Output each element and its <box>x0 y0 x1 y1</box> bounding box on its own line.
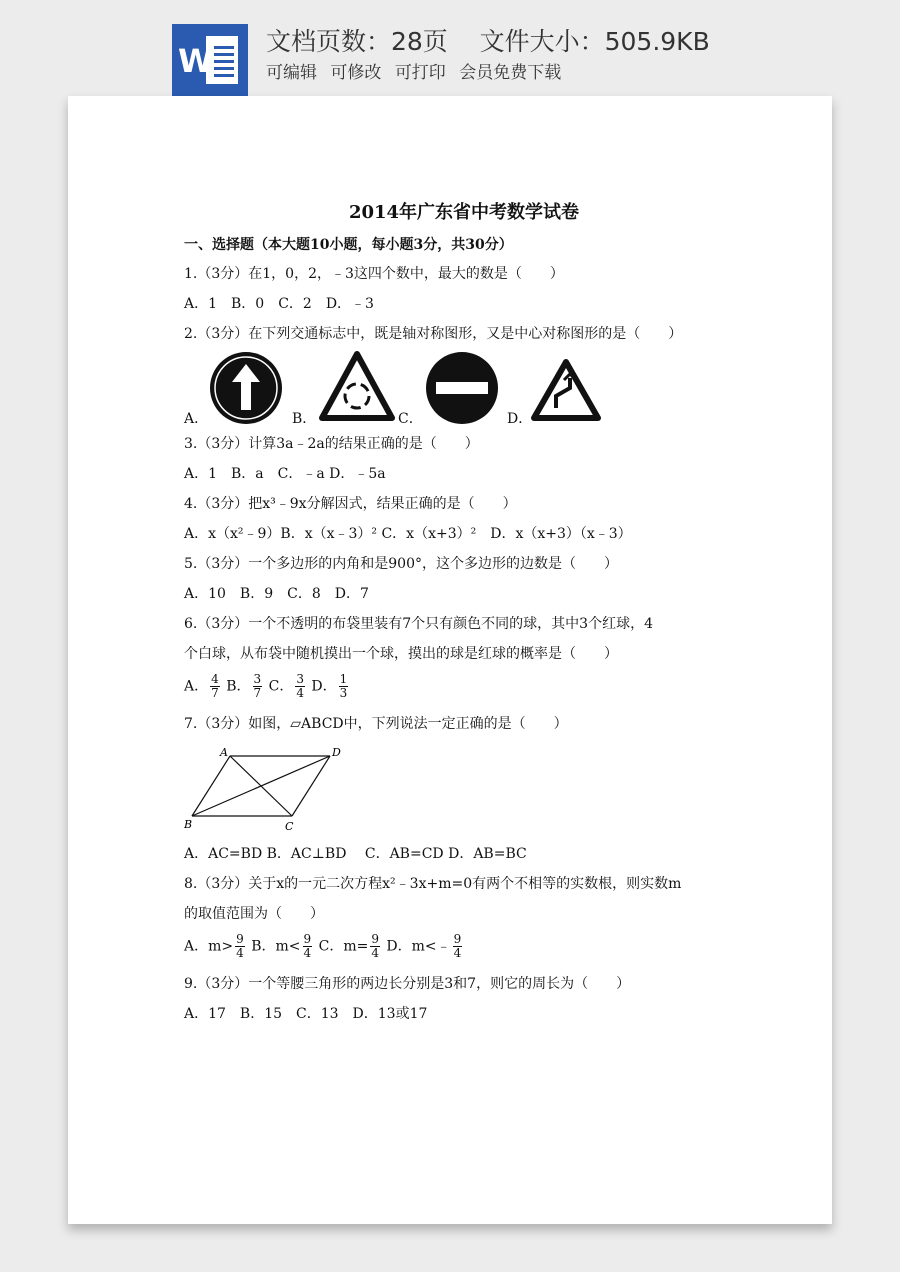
file-size: 文件大小：505.9KB <box>479 27 710 56</box>
section-heading: 一、选择题（本大题10小题，每小题3分，共30分） <box>184 237 513 253</box>
question-1-options: A．1 B．0 C．2 D．﹣3 <box>184 296 374 312</box>
question-3: 3.（3分）计算3a﹣2a的结果正确的是（ ） <box>184 436 479 452</box>
document-page <box>68 96 832 1224</box>
parallelogram-figure <box>184 746 344 832</box>
word-document-icon <box>172 24 248 96</box>
fraction-4-7: $\frac{4}{7}$ <box>211 672 219 700</box>
sign-c-no-entry-icon <box>424 350 500 426</box>
question-6-options: A． $\frac{4}{7}$ B． $\frac{3}{7}$ C． $\frac{3}{4}$ D． $\frac{1}{3}$ <box>184 672 348 700</box>
sign-a-arrow-up-icon <box>208 350 284 426</box>
feature-editable: 可编辑 <box>266 63 317 83</box>
option-d-label: D． <box>507 411 533 427</box>
document-title: 2014年广东省中考数学试卷 <box>348 202 580 223</box>
question-4: 4.（3分）把x³﹣9x分解因式，结果正确的是（ ） <box>184 496 517 512</box>
question-9: 9.（3分）一个等腰三角形的两边长分别是3和7，则它的周长为（ ） <box>184 976 631 992</box>
fraction-3-4: $\frac{3}{4}$ <box>296 672 304 700</box>
option-b-label: B． <box>292 411 317 427</box>
file-info <box>266 22 710 58</box>
fraction-9-4-b: $\frac{9}{4}$ <box>303 932 312 960</box>
feature-modifiable: 可修改 <box>330 63 382 83</box>
word-logo-letter: W <box>178 42 214 80</box>
page-count: 文档页数：28页 <box>266 27 448 56</box>
fraction-9-4-a: $\frac{9}{4}$ <box>236 932 244 960</box>
feature-list <box>266 58 569 83</box>
sign-d-winding-road-icon <box>530 358 602 424</box>
question-6-line-1: 6.（3分）一个不透明的布袋里装有7个只有颜色不同的球，其中3个红球，4 <box>184 616 653 632</box>
sign-b-roundabout-icon <box>318 350 396 422</box>
fraction-1-3: $\frac{1}{3}$ <box>339 672 348 700</box>
question-5-options: A．10 B．9 C．8 D．7 <box>184 586 369 602</box>
vertex-a-label: A <box>220 746 228 759</box>
vertex-c-label: C <box>285 820 294 832</box>
fraction-9-4-d: $\frac{9}{4}$ <box>453 932 462 960</box>
question-8-line-2: 的取值范围为（ ） <box>184 906 324 922</box>
option-c-label: C． <box>398 411 423 427</box>
feature-free-download: 会员免费下载 <box>459 63 562 83</box>
question-5: 5.（3分）一个多边形的内角和是900°，这个多边形的边数是（ ） <box>184 556 618 572</box>
option-a-label: A． <box>184 411 209 427</box>
question-3-options: A．1 B．a C．﹣a D．﹣5a <box>184 466 386 482</box>
question-7-options: A．AC=BD B．AC⊥BD C．AB=CD D．AB=BC <box>184 846 527 862</box>
question-2: 2.（3分）在下列交通标志中，既是轴对称图形，又是中心对称图形的是（ ） <box>184 326 683 342</box>
header-bar <box>0 0 900 96</box>
vertex-b-label: B <box>184 818 193 831</box>
fraction-9-4-c: $\frac{9}{4}$ <box>371 932 379 960</box>
question-4-options: A．x（x²﹣9）B．x（x﹣3）² C．x（x+3）² D．x（x+3）（x﹣3） <box>184 526 632 542</box>
question-6-line-2: 个白球，从布袋中随机摸出一个球，摸出的球是红球的概率是（ ） <box>184 646 618 662</box>
vertex-d-label: D <box>332 746 341 759</box>
question-7: 7.（3分）如图，▱ABCD中，下列说法一定正确的是（ ） <box>184 716 568 732</box>
feature-printable: 可打印 <box>394 63 446 83</box>
question-1: 1.（3分）在1，0，2，﹣3这四个数中，最大的数是（ ） <box>184 266 564 282</box>
question-9-options: A．17 B．15 C．13 D．13或17 <box>184 1006 428 1022</box>
question-8-line-1: 8.（3分）关于x的一元二次方程x²﹣3x+m=0有两个不相等的实数根，则实数m <box>184 876 682 892</box>
fraction-3-7: $\frac{3}{7}$ <box>253 672 262 700</box>
question-8-options: A．m> $\frac{9}{4}$ B．m< $\frac{9}{4}$ C．m= $\frac{9}{4}$ D．m<﹣ $\frac{9}{4}$ <box>184 932 462 960</box>
